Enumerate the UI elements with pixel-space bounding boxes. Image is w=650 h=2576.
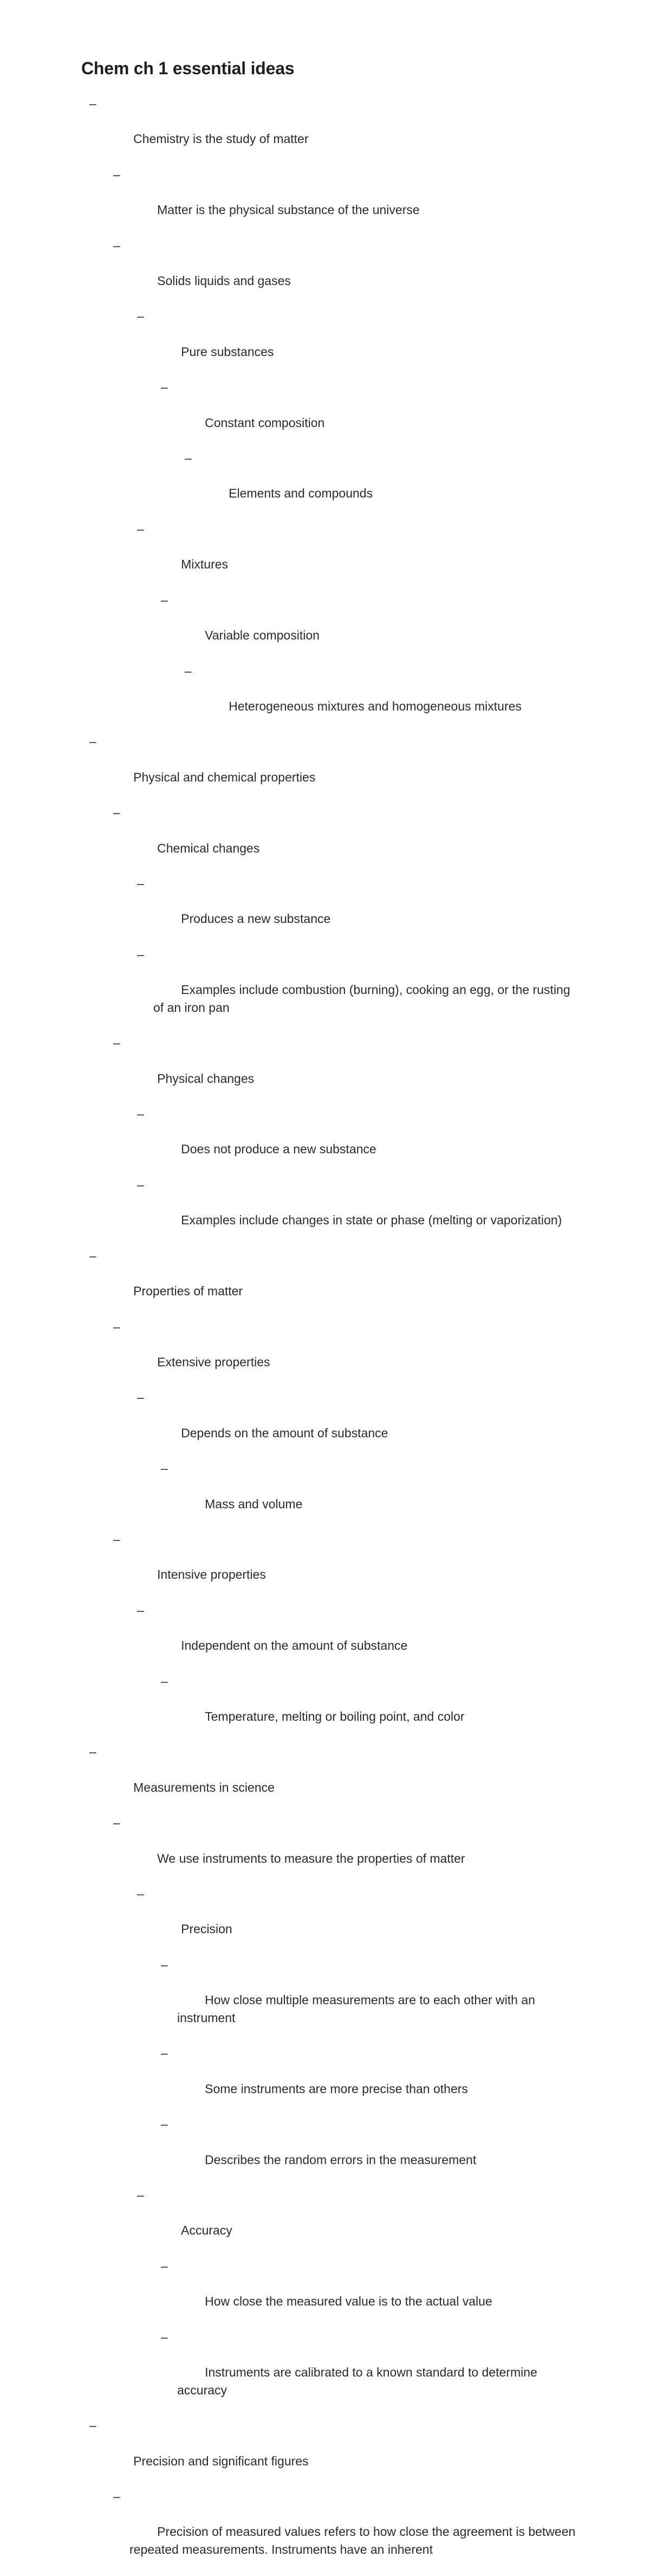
list-item-text: Physical and chemical properties: [133, 770, 316, 784]
list-item-text: Independent on the amount of substance: [181, 1638, 408, 1653]
list-item-level-2: [89, 166, 577, 237]
list-item-text: Depends on the amount of substance: [181, 1425, 388, 1440]
list-item-level-3: [89, 875, 577, 946]
list-item-level-3: [89, 2186, 577, 2257]
dash-bullet-icon: –: [137, 521, 144, 536]
dash-bullet-icon: –: [137, 2187, 144, 2202]
dash-bullet-icon: –: [137, 1887, 144, 1901]
list-item-text: How close multiple measurements are to each other with an instrument: [177, 1993, 539, 2025]
list-item-level-4: [89, 2257, 577, 2328]
list-item-level-3: [89, 1389, 577, 1460]
list-item-level-5: [89, 449, 577, 520]
dash-bullet-icon: –: [161, 592, 168, 607]
list-item-level-2: [89, 1814, 577, 1885]
dash-bullet-icon: –: [113, 1532, 120, 1546]
list-item-level-1: [89, 1247, 577, 1318]
list-item-text: Produces a new substance: [181, 912, 331, 926]
list-item-level-4: [89, 1956, 577, 2045]
dash-bullet-icon: –: [137, 1177, 144, 1192]
list-item-text: Physical changes: [157, 1071, 255, 1086]
dash-bullet-icon: –: [161, 2258, 168, 2273]
list-item-level-3: [89, 1885, 577, 1956]
dash-bullet-icon: –: [113, 1319, 120, 1334]
list-item-text: Examples include changes in state or phase (melting or vaporization): [181, 1213, 562, 1228]
list-item-level-4: [89, 2044, 577, 2115]
list-item-level-2: [89, 1531, 577, 1602]
list-item-level-5: [89, 662, 577, 733]
list-item-text: Precision: [181, 1922, 232, 1936]
dash-bullet-icon: –: [161, 2046, 168, 2061]
list-item-text: Accuracy: [181, 2223, 232, 2238]
dash-bullet-icon: –: [161, 1461, 168, 1476]
dash-bullet-icon: –: [113, 238, 120, 253]
list-item-level-1: [89, 1743, 577, 1814]
dash-bullet-icon: –: [137, 876, 144, 890]
dash-bullet-icon: –: [89, 96, 96, 111]
dash-bullet-icon: –: [161, 380, 168, 395]
list-item-text: Constant composition: [205, 415, 325, 430]
list-item-level-2: [89, 237, 577, 308]
list-item-text: Precision of measured values refers to how close the agreement is between repeated measurements. Instruments have an inherent: [129, 2525, 579, 2557]
list-item-text: Measurements in science: [133, 1780, 275, 1794]
list-item-text: Intensive properties: [157, 1567, 266, 1582]
list-item-text: Properties of matter: [133, 1284, 243, 1299]
dash-bullet-icon: –: [89, 1745, 96, 1759]
list-item-text: Temperature, melting or boiling point, and color: [205, 1709, 465, 1723]
page-title: Chem ch 1 essential ideas: [81, 59, 295, 78]
list-item-text: Precision and significant figures: [133, 2454, 309, 2468]
dash-bullet-icon: –: [185, 451, 192, 466]
dash-bullet-icon: –: [137, 1603, 144, 1617]
bullet-outline: [89, 95, 577, 2576]
dash-bullet-icon: –: [113, 1816, 120, 1830]
list-item-level-1: [89, 2417, 577, 2488]
dash-bullet-icon: –: [161, 2329, 168, 2344]
list-item-level-2: [89, 1034, 577, 1105]
list-item-level-1: [89, 733, 577, 804]
list-item-text: Some instruments are more precise than others: [205, 2081, 468, 2096]
dash-bullet-icon: –: [161, 2117, 168, 2132]
list-item-level-4: [89, 1460, 577, 1531]
list-item-text: Heterogeneous mixtures and homogeneous mixtures: [229, 699, 522, 713]
dash-bullet-icon: –: [113, 805, 120, 820]
dash-bullet-icon: –: [137, 309, 144, 324]
list-item-level-3: [89, 520, 577, 591]
list-item-text: How close the measured value is to the actual value: [205, 2294, 492, 2309]
list-item-level-3: [89, 946, 577, 1035]
list-item-level-2: [89, 1318, 577, 1389]
list-item-text: Chemistry is the study of matter: [133, 132, 309, 146]
dash-bullet-icon: –: [113, 2489, 120, 2503]
list-item-level-3: [89, 307, 577, 378]
dash-bullet-icon: –: [161, 1674, 168, 1688]
list-item-level-4: [89, 1673, 577, 1744]
dash-bullet-icon: –: [161, 1957, 168, 1972]
list-item-level-4: [89, 378, 577, 449]
dash-bullet-icon: –: [89, 1248, 96, 1263]
list-item-level-3: [89, 1176, 577, 1247]
list-item-level-2: [89, 2488, 577, 2576]
list-item-text: Matter is the physical substance of the universe: [157, 203, 420, 217]
list-item-text: Solids liquids and gases: [157, 274, 291, 288]
dash-bullet-icon: –: [113, 167, 120, 182]
list-item-level-4: [89, 2115, 577, 2186]
list-item-text: Elements and compounds: [229, 486, 373, 501]
dash-bullet-icon: –: [89, 2418, 96, 2433]
list-item-text: Mixtures: [181, 557, 229, 572]
list-item-level-2: [89, 804, 577, 875]
dash-bullet-icon: –: [137, 947, 144, 961]
list-item-text: Examples include combustion (burning), cooking an egg, or the rusting of an iron pan: [153, 983, 574, 1015]
list-item-text: Mass and volume: [205, 1496, 303, 1511]
list-item-text: Describes the random errors in the measurement: [205, 2152, 477, 2167]
dash-bullet-icon: –: [185, 663, 192, 678]
list-item-level-4: [89, 591, 577, 662]
list-item-level-3: [89, 1602, 577, 1673]
dash-bullet-icon: –: [113, 1036, 120, 1050]
list-item-text: Extensive properties: [157, 1354, 270, 1369]
list-item-text: We use instruments to measure the properties of matter: [157, 1851, 465, 1865]
list-item-text: Instruments are calibrated to a known standard to determine accuracy: [177, 2365, 541, 2397]
list-item-level-3: [89, 1105, 577, 1176]
dash-bullet-icon: –: [137, 1390, 144, 1405]
list-item-text: Pure substances: [181, 344, 274, 359]
list-item-text: Does not produce a new substance: [181, 1142, 376, 1157]
list-item-level-4: [89, 2328, 577, 2417]
list-item-level-1: [89, 95, 577, 166]
list-item-text: Variable composition: [205, 628, 320, 643]
dash-bullet-icon: –: [89, 734, 96, 749]
list-item-text: Chemical changes: [157, 841, 260, 855]
dash-bullet-icon: –: [137, 1107, 144, 1121]
